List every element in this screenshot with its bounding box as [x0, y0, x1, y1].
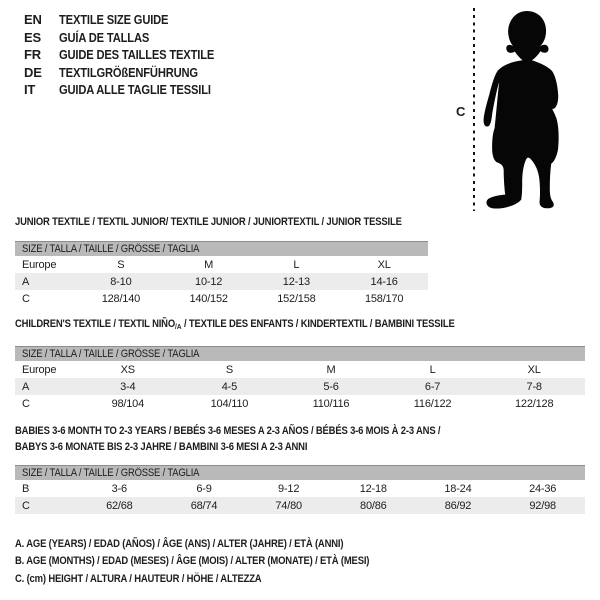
- language-title: TEXTILGRÖßENFÜHRUNG: [59, 64, 198, 80]
- dotted-measure-line: [473, 8, 475, 211]
- row-label: Europe: [22, 363, 57, 376]
- table-cell: 116/122: [413, 397, 452, 410]
- language-code: FR: [24, 47, 41, 63]
- language-row: [24, 29, 239, 47]
- table-cell: 110/116: [312, 397, 350, 410]
- size-header-row: [15, 347, 585, 362]
- language-code: DE: [24, 64, 42, 80]
- table-row-age: [15, 273, 428, 290]
- table-cell: 6-7: [424, 380, 441, 393]
- table-row-age-months: [15, 480, 585, 497]
- junior-title-text: JUNIOR TEXTILE / TEXTIL JUNIOR/ TEXTILE JUNIOR / JUNIORTEXTIL / JUNIOR TESSILE: [15, 216, 402, 228]
- size-header-text: SIZE / TALLA / TAILLE / GRÖSSE / TAGLIA: [22, 348, 200, 360]
- table-cell: 5-6: [323, 380, 339, 393]
- size-header-text: SIZE / TALLA / TAILLE / GRÖSSE / TAGLIA: [22, 243, 200, 255]
- size-header-text: SIZE / TALLA / TAILLE / GRÖSSE / TAGLIA: [22, 467, 200, 479]
- babies-size-table: [15, 465, 585, 514]
- language-code: EN: [24, 12, 42, 28]
- children-section-title: [15, 318, 526, 331]
- table-cell: 122/128: [515, 397, 554, 410]
- language-row: [24, 64, 239, 82]
- table-cell: 9-12: [278, 482, 300, 495]
- language-row: [24, 81, 239, 99]
- footnote-b: B. AGE (MONTHS) / EDAD (MESES) / ÂGE (MOIS) / ALTER (MONATE) / ETÀ (MESI): [15, 555, 370, 568]
- table-cell: 128/140: [101, 292, 141, 305]
- height-measure-label: C: [456, 104, 466, 119]
- table-cell: 12-18: [359, 482, 387, 495]
- table-cell: 140/152: [189, 292, 228, 305]
- babies-section-title: [15, 424, 510, 455]
- row-label: B: [22, 482, 30, 495]
- babies-title-line1: BABIES 3-6 MONTH TO 2-3 YEARS / BEBÉS 3-6 MESES A 2-3 AÑOS / BÉBÉS 3-6 MOIS À 2-3 ANS /: [15, 425, 441, 437]
- size-header-cell: [15, 347, 585, 362]
- table-row-age: [15, 378, 585, 395]
- table-cell: XS: [120, 363, 135, 376]
- table-cell: 62/68: [106, 499, 133, 512]
- table-cell: L: [429, 363, 436, 376]
- row-label: Europe: [22, 258, 57, 271]
- language-title: GUÍA DE TALLAS: [59, 29, 150, 45]
- table-row-height: [15, 290, 428, 307]
- table-cell: 12-13: [282, 275, 310, 288]
- table-cell: 152/158: [277, 292, 316, 305]
- table-cell: 24-36: [529, 482, 557, 495]
- table-cell: 158/170: [364, 292, 404, 305]
- table-cell: 98/104: [111, 397, 145, 410]
- table-cell: 74/80: [275, 499, 302, 512]
- subscript-a: /A: [175, 322, 182, 331]
- language-title-list: [24, 11, 239, 99]
- table-cell: XL: [377, 258, 391, 271]
- table-cell: 86/92: [444, 499, 472, 512]
- language-row: [24, 46, 239, 64]
- table-row-height: [15, 497, 585, 514]
- size-header-row: [15, 466, 585, 481]
- table-row-height: [15, 395, 585, 412]
- row-label: C: [22, 499, 30, 512]
- table-cell: M: [326, 363, 336, 376]
- junior-size-table: [15, 241, 428, 307]
- table-cell: 68/74: [190, 499, 218, 512]
- children-size-table: [15, 346, 585, 412]
- language-title: GUIDE DES TAILLES TEXTILE: [59, 47, 215, 63]
- junior-section-title: [15, 216, 465, 228]
- size-header-cell: [15, 466, 585, 481]
- table-cell: 6-9: [196, 482, 212, 495]
- language-row: [24, 11, 239, 29]
- table-cell: 3-6: [111, 482, 127, 495]
- table-cell: 14-16: [370, 275, 398, 288]
- table-cell: 92/98: [529, 499, 556, 512]
- table-cell: 3-4: [120, 380, 136, 393]
- table-cell: 7-8: [526, 380, 542, 393]
- babies-title-line2: BABYS 3-6 MONATE BIS 2-3 JAHRE / BAMBINI 3-6 MESI A 2-3 ANNI: [15, 440, 308, 453]
- table-cell: XL: [527, 363, 541, 376]
- footnote-a: A. AGE (YEARS) / EDAD (AÑOS) / ÂGE (ANS) / ALTER (JAHRE) / ETÀ (ANNI): [15, 538, 344, 550]
- table-cell: 80/86: [360, 499, 387, 512]
- footnote-c: C. (cm) HEIGHT / ALTURA / HAUTEUR / HÖHE / ALTEZZA: [15, 572, 262, 585]
- row-label: A: [22, 380, 30, 393]
- footnote-legend: [15, 538, 427, 590]
- row-label: C: [22, 397, 30, 410]
- table-row-europe: [15, 256, 428, 273]
- table-cell: 10-12: [195, 275, 223, 288]
- size-header-row: [15, 242, 428, 257]
- table-cell: M: [204, 258, 214, 271]
- table-row-europe: [15, 361, 585, 378]
- table-cell: 8-10: [110, 275, 132, 288]
- table-cell: S: [117, 258, 125, 271]
- language-title: GUIDA ALLE TAGLIE TESSILI: [59, 82, 211, 98]
- row-label: C: [22, 292, 30, 305]
- table-cell: 104/110: [210, 397, 249, 410]
- language-title: TEXTILE SIZE GUIDE: [59, 12, 169, 28]
- language-code: IT: [24, 82, 36, 98]
- table-cell: 18-24: [444, 482, 472, 495]
- size-header-cell: [15, 242, 428, 257]
- table-cell: 4-5: [221, 380, 238, 393]
- table-cell: L: [293, 258, 300, 271]
- language-code: ES: [24, 29, 41, 45]
- children-title-text: CHILDREN'S TEXTILE / TEXTIL $NIÑO_{/A}$ / TEXTILE DES ENFANTS / KINDERTEXTIL / BAMBINI TESSILE: [15, 318, 455, 331]
- row-label: A: [22, 275, 30, 288]
- table-cell: S: [225, 363, 233, 376]
- baby-silhouette: [482, 8, 598, 210]
